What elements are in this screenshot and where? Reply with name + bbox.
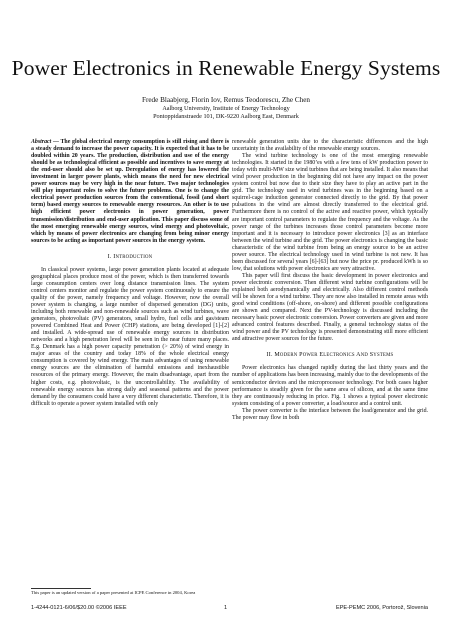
footer-conference: EPE-PEMC 2006, Portorož, Slovenia [335, 605, 428, 611]
section-numeral: II. [266, 352, 273, 359]
author-names: Frede Blaabjerg, Florin Iov, Remus Teodorescu, Zhe Chen [141, 96, 311, 104]
body-paragraph: Power electronics has changed rapidly during the last thirty years and the number of applications has been increasing, mainly due to the developments of the semiconductor devices and the microprocessor technology. For both cases higher performance is steadily given for the same area of silicon, and at the same time they are continuously reducing in price. Fig. 1 shows a typical power electronic system consisting of a power converter, a load/source and a control unit. [232, 365, 428, 407]
left-column [31, 139, 229, 408]
author-block [0, 96, 452, 120]
abstract-text: The global electrical energy consumption is still rising and there is a steady demand to increase the power capacity. It is expected that it has to be doubled within 20 years. The production, distribution and use of the energy should be as technological efficient as possible and incentives to save energy at the end-user should also be set up. Deregulation of energy has lowered the investment in larger power plants, which means the need for new electrical power sources may be very high in the near future. Two major technologies will play important roles to solve the future problems. One is to change the electrical power production sources from the conventional, fossil (and short term) based energy sources to renewable energy resources. An other is to use high efficient power electronics in power generation, power transmission/distribution and end-user application. This paper discuss some of the most emerging renewable energy sources, wind energy and photovoltaic, which by means of power electronics are changing from being minor energy sources to be acting as important power sources in the energy system. [31, 139, 229, 244]
body-paragraph: This paper will first discuss the basic development in power electronics and power electronic conversion. Then different wind turbine configurations will be explained both aerodynamically and electrically. Also different control methods will be shown for a wind turbine. They are now also installed in remote areas with good wind conditions (off-shore, on-shore) and different possible configurations are shown and compared. Next the PV-technology is discussed including the necessary basic power electronic conversion. Power converters are given and more advanced control features described. Finally, a general technology status of the wind power and the PV technology is presented demonstrating still more efficient and attractive power sources for the future. [232, 272, 428, 343]
section-heading-introduction: I. INTRODUCTION [107, 253, 153, 260]
body-paragraph: The power converter is the interface between the load/generator and the grid. The power may flow in both [232, 407, 428, 421]
continued-paragraph: renewable generation units due to the characteristic differences and the high uncertainty in the availability of the renewable energy sources. [232, 139, 428, 153]
footnote: This paper is an updated version of a paper presented at ICPE Conference in 2004, Korea [31, 590, 196, 595]
section-numeral: I. [107, 253, 112, 260]
author-address: Pontoppidanstraede 101, DK-9220 Aalborg East, Denmark [153, 112, 299, 120]
paper-title: Power Electronics in Renewable Energy Systems [11, 56, 441, 80]
author-affiliation: Aalborg University, Institute of Energy Technology [162, 105, 290, 112]
abstract-label: Abstract [31, 139, 52, 145]
body-paragraph: The wind turbine technology is one of the most emerging renewable technologies. It started in the 1980’es with a few tens of kW production power to today with multi-MW size wind turbines that are being installed. It also means that wind power production in the beginning did not have any impact on the power system control but now due to their size they have to play an active part in the grid. The technology used in wind turbines was in the beginning based on a squirrel-cage induction generator connected directly to the grid. By that power pulsations in the wind are almost directly transferred to the electrical grid. Furthermore there is no control of the active and reactive power, which typically are important control parameters to regulate the frequency and the voltage. As the power range of the turbines increases those control parameters become more important and it is necessary to introduce power electronics [3] as an interface between the wind turbine and the grid. The power electronics is changing the basic characteristic of the wind turbine from being an energy source to be an active power source. The electrical technology used in wind turbine is not new. It has been discussed for several years [6]-[63] but now the price pr. produced kWh is so low, that solutions with power electronics are very attractive. [232, 153, 428, 272]
footnote-divider [31, 588, 91, 589]
right-column [232, 139, 428, 422]
footer-copyright: 1-4244-0121-6/06/$20.00 ©2006 IEEE [31, 605, 127, 611]
abstract: Abstract — The global electrical energy consumption is still rising and there is a steady demand to increase the power capacity. It is expected that it has to be doubled within 20 years. The production, distribution and use of the energy should be as technological efficient as possible and incentives to save energy at the end-user should also be set up. Deregulation of energy has lowered the investment in larger power plants, which means the need for new electrical power sources may be very high in the near future. Two major technologies will play important roles to solve the future problems. One is to change the electrical power production sources from the conventional, fossil (and short term) based energy sources to renewable energy resources. An other is to use high efficient power electronics in power generation, power transmission/distribution and end-user application. This paper discuss some of the most emerging renewable energy sources, wind energy and photovoltaic, which by means of power electronics are changing from being minor energy sources to be acting as important power sources in the energy system. [31, 139, 229, 244]
page-number: 1 [224, 605, 228, 611]
intro-paragraph: In classical power systems, large power generation plants located at adequate geographical places produce most of the power, which is then transferred towards large consumption centers over long distance transmission lines. The system control centers monitor and regulate the power system continuously to ensure the quality of the power, namely frequency and voltage. However, now the overall power system is changing, a large number of dispersed generation (DG) units, including both renewable and non-renewable sources such as wind turbines, wave generators, photovoltaic (PV) generators, small hydro, fuel cells and gas/steam powered Combined Heat and Power (CHP) stations, are being developed [1]-[2] and installed. A wide-spread use of renewable energy sources in distribution networks and a high penetration level will be seen in the near future many places. E.g. Denmark has a high power capacity penetration (> 20%) of wind energy in major areas of the country and today 18% of the whole electrical energy consumption is covered by wind energy. The main advantages of using renewable energy sources are the elimination of harmful emissions and inexhaustible resources of the primary energy. However, the main disadvantage, apart from the higher costs, e.g. photovoltaic, is the uncontrollability. The availability of renewable energy sources has strong daily and seasonal patterns and the power demand by the consumers could have a very different characteristic. Therefore, it is difficult to operate a power system installed with only [31, 266, 229, 407]
section-heading-modern-power-electronics: II. MODERN POWER ELECTRONICS AND SYSTEMS [266, 352, 394, 359]
